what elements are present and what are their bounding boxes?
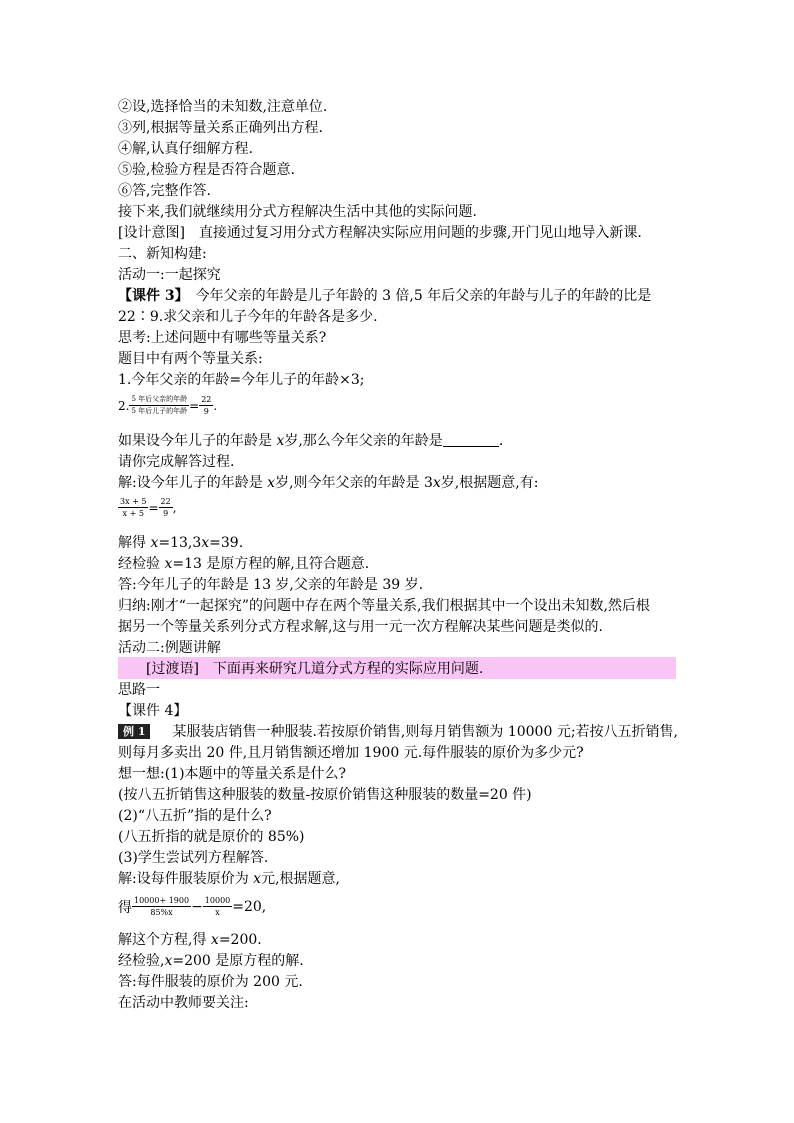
transition-text: [过渡语] 下面再来研究几道分式方程的实际应用问题.	[118, 661, 484, 677]
fraction-denominator: x + 5	[122, 509, 144, 518]
courseware-4-tag: 【课件 4】	[118, 703, 188, 719]
variable-x: x	[432, 475, 441, 491]
check-line-2	[118, 951, 304, 971]
equals-sign: =	[189, 398, 200, 413]
period: .	[213, 398, 218, 413]
fraction-denominator: x	[215, 908, 220, 917]
variable-x: x	[164, 953, 173, 969]
if-line-text-a: 如果设今年儿子的年龄是	[118, 433, 277, 449]
ratio-denominator: 9	[203, 407, 209, 416]
equation-2-fraction-1	[132, 895, 191, 918]
variable-x: x	[164, 556, 173, 572]
ratio-numerator: 22	[160, 497, 171, 506]
example-1-line-1	[118, 722, 678, 742]
relation-2	[118, 394, 217, 417]
check-2-text-a: 经检验,	[118, 953, 165, 969]
question-3: (3)学生尝试列方程解答.	[118, 850, 269, 866]
relation-2-prefix: 2.	[118, 398, 130, 413]
variable-x: x	[267, 475, 276, 491]
section-heading: 二、新知构建:	[118, 246, 207, 262]
solution-line	[118, 473, 538, 493]
equation-2-end: =20,	[232, 898, 267, 915]
idea-1-heading: 思路一	[118, 682, 160, 698]
solution-text-b: 岁,则今年父亲的年龄是 3	[275, 475, 433, 491]
equation-2	[118, 895, 266, 918]
think-2: 想一想:(1)本题中的等量关系是什么?	[118, 766, 347, 782]
example-1-text-1: 某服装店销售一种服装.若按原价销售,则每月销售额为 10000 元;若按八五折销售,	[158, 724, 678, 740]
age-ratio-fraction	[129, 394, 189, 417]
summary-line-1: 归纳:刚才“一起探究”的问题中存在两个等量关系,我们根据其中一个设出未知数,然后根	[118, 598, 650, 614]
variable-x: x	[150, 535, 159, 551]
fraction-numerator: 10000+ 1900	[134, 896, 190, 905]
fraction-numerator: 10000	[204, 896, 231, 905]
solve-2-text-a: 解这个方程,得	[118, 932, 211, 948]
step-6: ⑥答,完整作答.	[118, 183, 211, 199]
equation-1-fraction	[118, 496, 148, 519]
design-intent: [设计意图] 直接通过复习用分式方程解决实际应用问题的步骤,开门见山地导入新课.	[118, 225, 642, 241]
solution-2-line	[118, 869, 340, 889]
solved-text-c: =13,3	[158, 535, 202, 551]
answer-1: 答:今年儿子的年龄是 13 岁,父亲的年龄是 39 岁.	[118, 577, 424, 593]
courseware-3-text-1: 今年父亲的年龄是儿子年龄的 3 倍,5 年后父亲的年龄与儿子的年龄的比是	[181, 288, 652, 304]
ratio-fraction	[199, 394, 213, 417]
two-relations-text: 题目中有两个等量关系:	[118, 351, 263, 367]
answer-2-final: 答:每件服装的原价为 200 元.	[118, 974, 303, 990]
solution-2-text-a: 解:设每件服装原价为	[118, 871, 254, 887]
intro-text: 接下来,我们就继续用分式方程解决生活中其他的实际问题.	[118, 204, 477, 220]
fraction-denominator: 5 年后儿子的年龄	[131, 407, 188, 415]
solve-2-line	[118, 930, 262, 950]
teacher-focus: 在活动中教师要关注:	[118, 995, 249, 1011]
solution-text-a: 解:设今年儿子的年龄是	[118, 475, 268, 491]
activity-2-heading: 活动二:例题讲解	[118, 640, 221, 656]
summary-line-2: 据另一个等量关系列分式方程求解,这与用一元一次方程解决某些问题是类似的.	[118, 619, 603, 635]
answer-2: (八五折指的就是原价的 85%)	[118, 829, 305, 845]
think-question: 思考:上述问题中有哪些等量关系?	[118, 330, 327, 346]
equation-2-prefix: 得	[118, 899, 132, 916]
relation-1: 1.今年父亲的年龄=今年儿子的年龄×3;	[118, 372, 365, 388]
variable-x: x	[210, 932, 219, 948]
activity-1-heading: 活动一:一起探究	[118, 267, 221, 283]
ratio-fraction	[159, 496, 173, 519]
check-text-a: 经检验	[118, 556, 165, 572]
solution-text-c: 岁,根据题意,有:	[440, 475, 539, 491]
variable-x: x	[253, 871, 262, 887]
fraction-denominator: 85%x	[150, 908, 173, 917]
solved-line	[118, 533, 243, 553]
answer-relation: (按八五折销售这种服装的数量-按原价销售这种服装的数量=20 件)	[118, 787, 532, 803]
solved-text-a: 解得	[118, 535, 151, 551]
ratio-numerator: 22	[201, 395, 212, 404]
equation-2-fraction-2	[203, 895, 232, 918]
minus-sign: −	[191, 898, 203, 915]
please-complete: 请你完成解答过程.	[118, 454, 235, 470]
variable-x: x	[276, 433, 285, 449]
example-1-badge: 例 1	[118, 724, 150, 739]
equals-sign: =	[148, 500, 159, 515]
check-text-c: =13 是原方程的解,且符合题意.	[172, 556, 370, 572]
courseware-3-tag: 【课件 3】	[118, 288, 182, 304]
fraction-numerator: 5 年后父亲的年龄	[129, 394, 189, 406]
solution-2-text-c: 元,根据题意,	[261, 871, 340, 887]
variable-x: x	[201, 535, 210, 551]
ratio-denominator: 9	[163, 509, 169, 518]
comma: ,	[172, 500, 177, 515]
courseware-3-line-1	[118, 286, 651, 306]
step-2: ②设,选择恰当的未知数,注意单位.	[118, 99, 328, 115]
solved-text-e: =39.	[209, 535, 244, 551]
answer-blank	[443, 432, 499, 447]
step-4: ④解,认真仔细解方程.	[118, 141, 253, 157]
equation-1	[118, 496, 177, 519]
question-2: (2)“八五折”指的是什么?	[118, 808, 272, 824]
example-1-line-2: 则每月多卖出 20 件,且月销售额还增加 1900 元.每件服装的原价为多少元?	[118, 745, 584, 761]
courseware-3-line-2: 22∶9.求父亲和儿子今年的年龄各是多少.	[118, 309, 378, 325]
step-3: ③列,根据等量关系正确列出方程.	[118, 120, 323, 136]
step-5: ⑤验,检验方程是否符合题意.	[118, 162, 295, 178]
if-line	[118, 431, 503, 451]
fraction-numerator: 3x + 5	[120, 497, 147, 506]
if-line-text-b: 岁,那么今年父亲的年龄是	[284, 433, 443, 449]
if-line-end: .	[498, 433, 504, 449]
solve-2-text-c: =200.	[218, 932, 262, 948]
check-2-text-c: =200 是原方程的解.	[172, 953, 304, 969]
check-line-1	[118, 554, 369, 574]
